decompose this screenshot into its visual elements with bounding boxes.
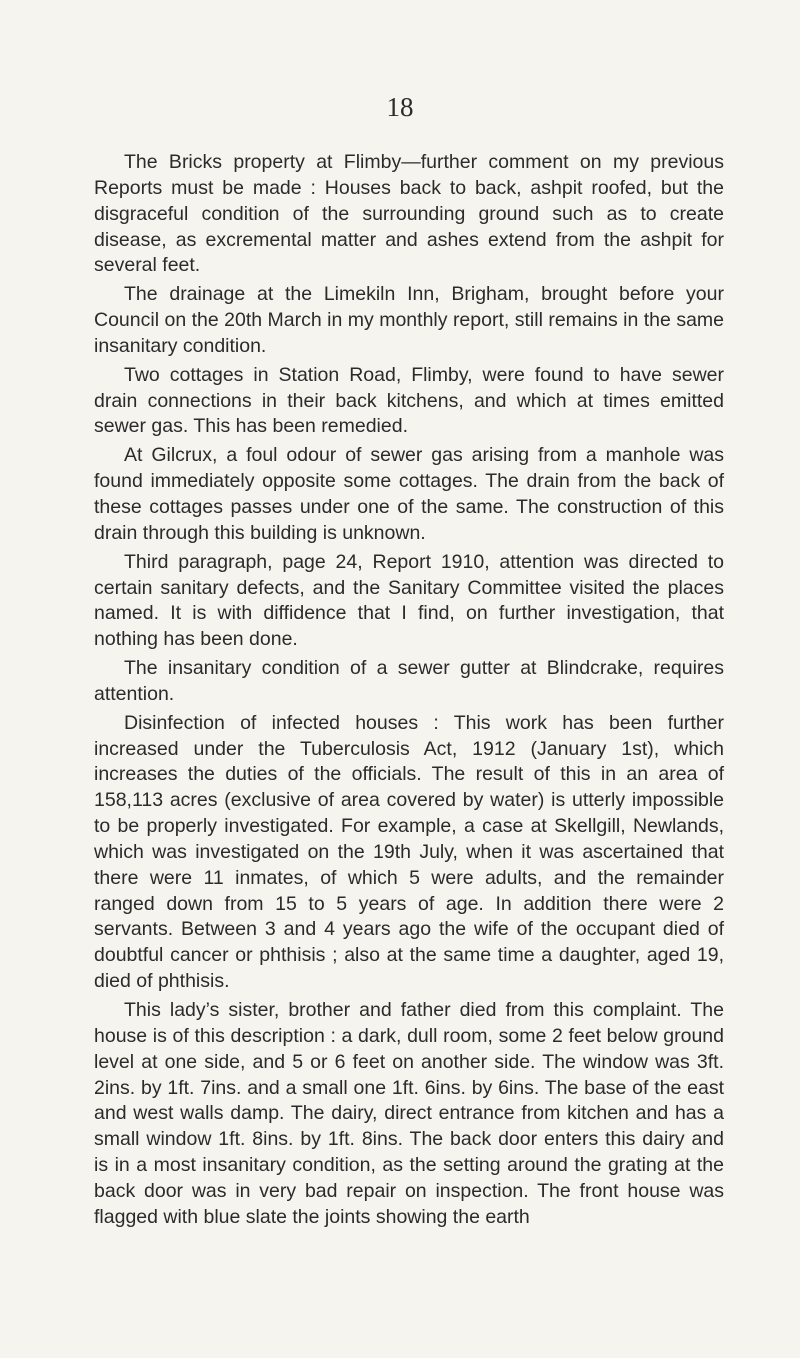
paragraph-disinfection: [94, 711, 724, 995]
paragraph-text: The drainage at the Limekiln Inn, Brigham, brought before your Council on the 20th March in my monthly report, still remains in the same insanitary condition.: [94, 283, 724, 357]
paragraph-text: Two cottages in Station Road, Flimby, were found to have sewer drain connections in their back kitchens, and which at times emitted sewer gas. This has been remedied.: [94, 363, 724, 438]
paragraph-text: The Bricks property at Flimby—further comment on my previous Reports must be made : Houses back to back, ashpit roofed, but the disgraceful condition of the surrounding ground such as to create disease, as excremental matter and ashes extend from the ashpit for several feet.: [94, 151, 724, 277]
paragraph-blindcrake: [94, 656, 724, 708]
paragraph-text: This lady’s sister, brother and father died from this complaint. The house is of this description : a dark, dull room, some 2 feet below ground level at one side, and 5 or 6 feet on another side. The window was 3ft. 2ins. by 1ft. 7ins. and a small one 1ft. 6ins. by 6ins. The base of the east and west walls damp. The dairy, direct entrance from kitchen and has a small window 1ft. 8ins. by 1ft. 8ins. The back door enters this dairy and is in a most insanitary condition, as the setting around the grating at the back door was in very bad repair on inspection. The front house was flagged with blue slate the joints showing the earth: [94, 999, 724, 1228]
paragraph-gilcrux: [94, 443, 724, 546]
page-number: 18: [386, 92, 414, 122]
paragraph-text: Disinfection of infected houses : This work has been further increased under the Tuberculosis Act, 1912 (January 1st), which increases the duties of the officials. The result of this in an area of 158,113 acres (exclusive of area covered by water) is utterly impossible to be properly investigated. For example, a case at Skellgill, Newlands, which was investigated on the 19th July, when it was ascertained that there were 11 inmates, of which 5 were adults, and the remainder ranged down from 15 to 5 years of age. In addition there were 2 servants. Between 3 and 4 years ago the wife of the occupant died of doubtful cancer or phthisis ; also at the same time a daughter, aged 19, died of phthisis.: [94, 711, 724, 993]
paragraph-bricks-property: [94, 150, 724, 279]
paragraph-text: The insanitary condition of a sewer gutter at Blindcrake, requires attention.: [94, 657, 724, 705]
paragraph-station-road: [94, 363, 724, 441]
paragraph-text: Third paragraph, page 24, Report 1910, attention was directed to certain sanitary defects, and the Sanitary Committee visited the places named. It is with diffidence that I find, on further investigation, that nothing has been done.: [94, 550, 724, 651]
paragraph-limekiln-inn: [94, 282, 724, 360]
paragraph-house-description: [94, 998, 724, 1231]
paragraph-third-paragraph: [94, 550, 724, 653]
paragraph-text: At Gilcrux, a foul odour of sewer gas arising from a manhole was found immediately opposite some cottages. The drain from the back of these cottages passes under one of the same. The construction of this drain through this building is unknown.: [94, 444, 724, 544]
body-text: [94, 150, 724, 1234]
